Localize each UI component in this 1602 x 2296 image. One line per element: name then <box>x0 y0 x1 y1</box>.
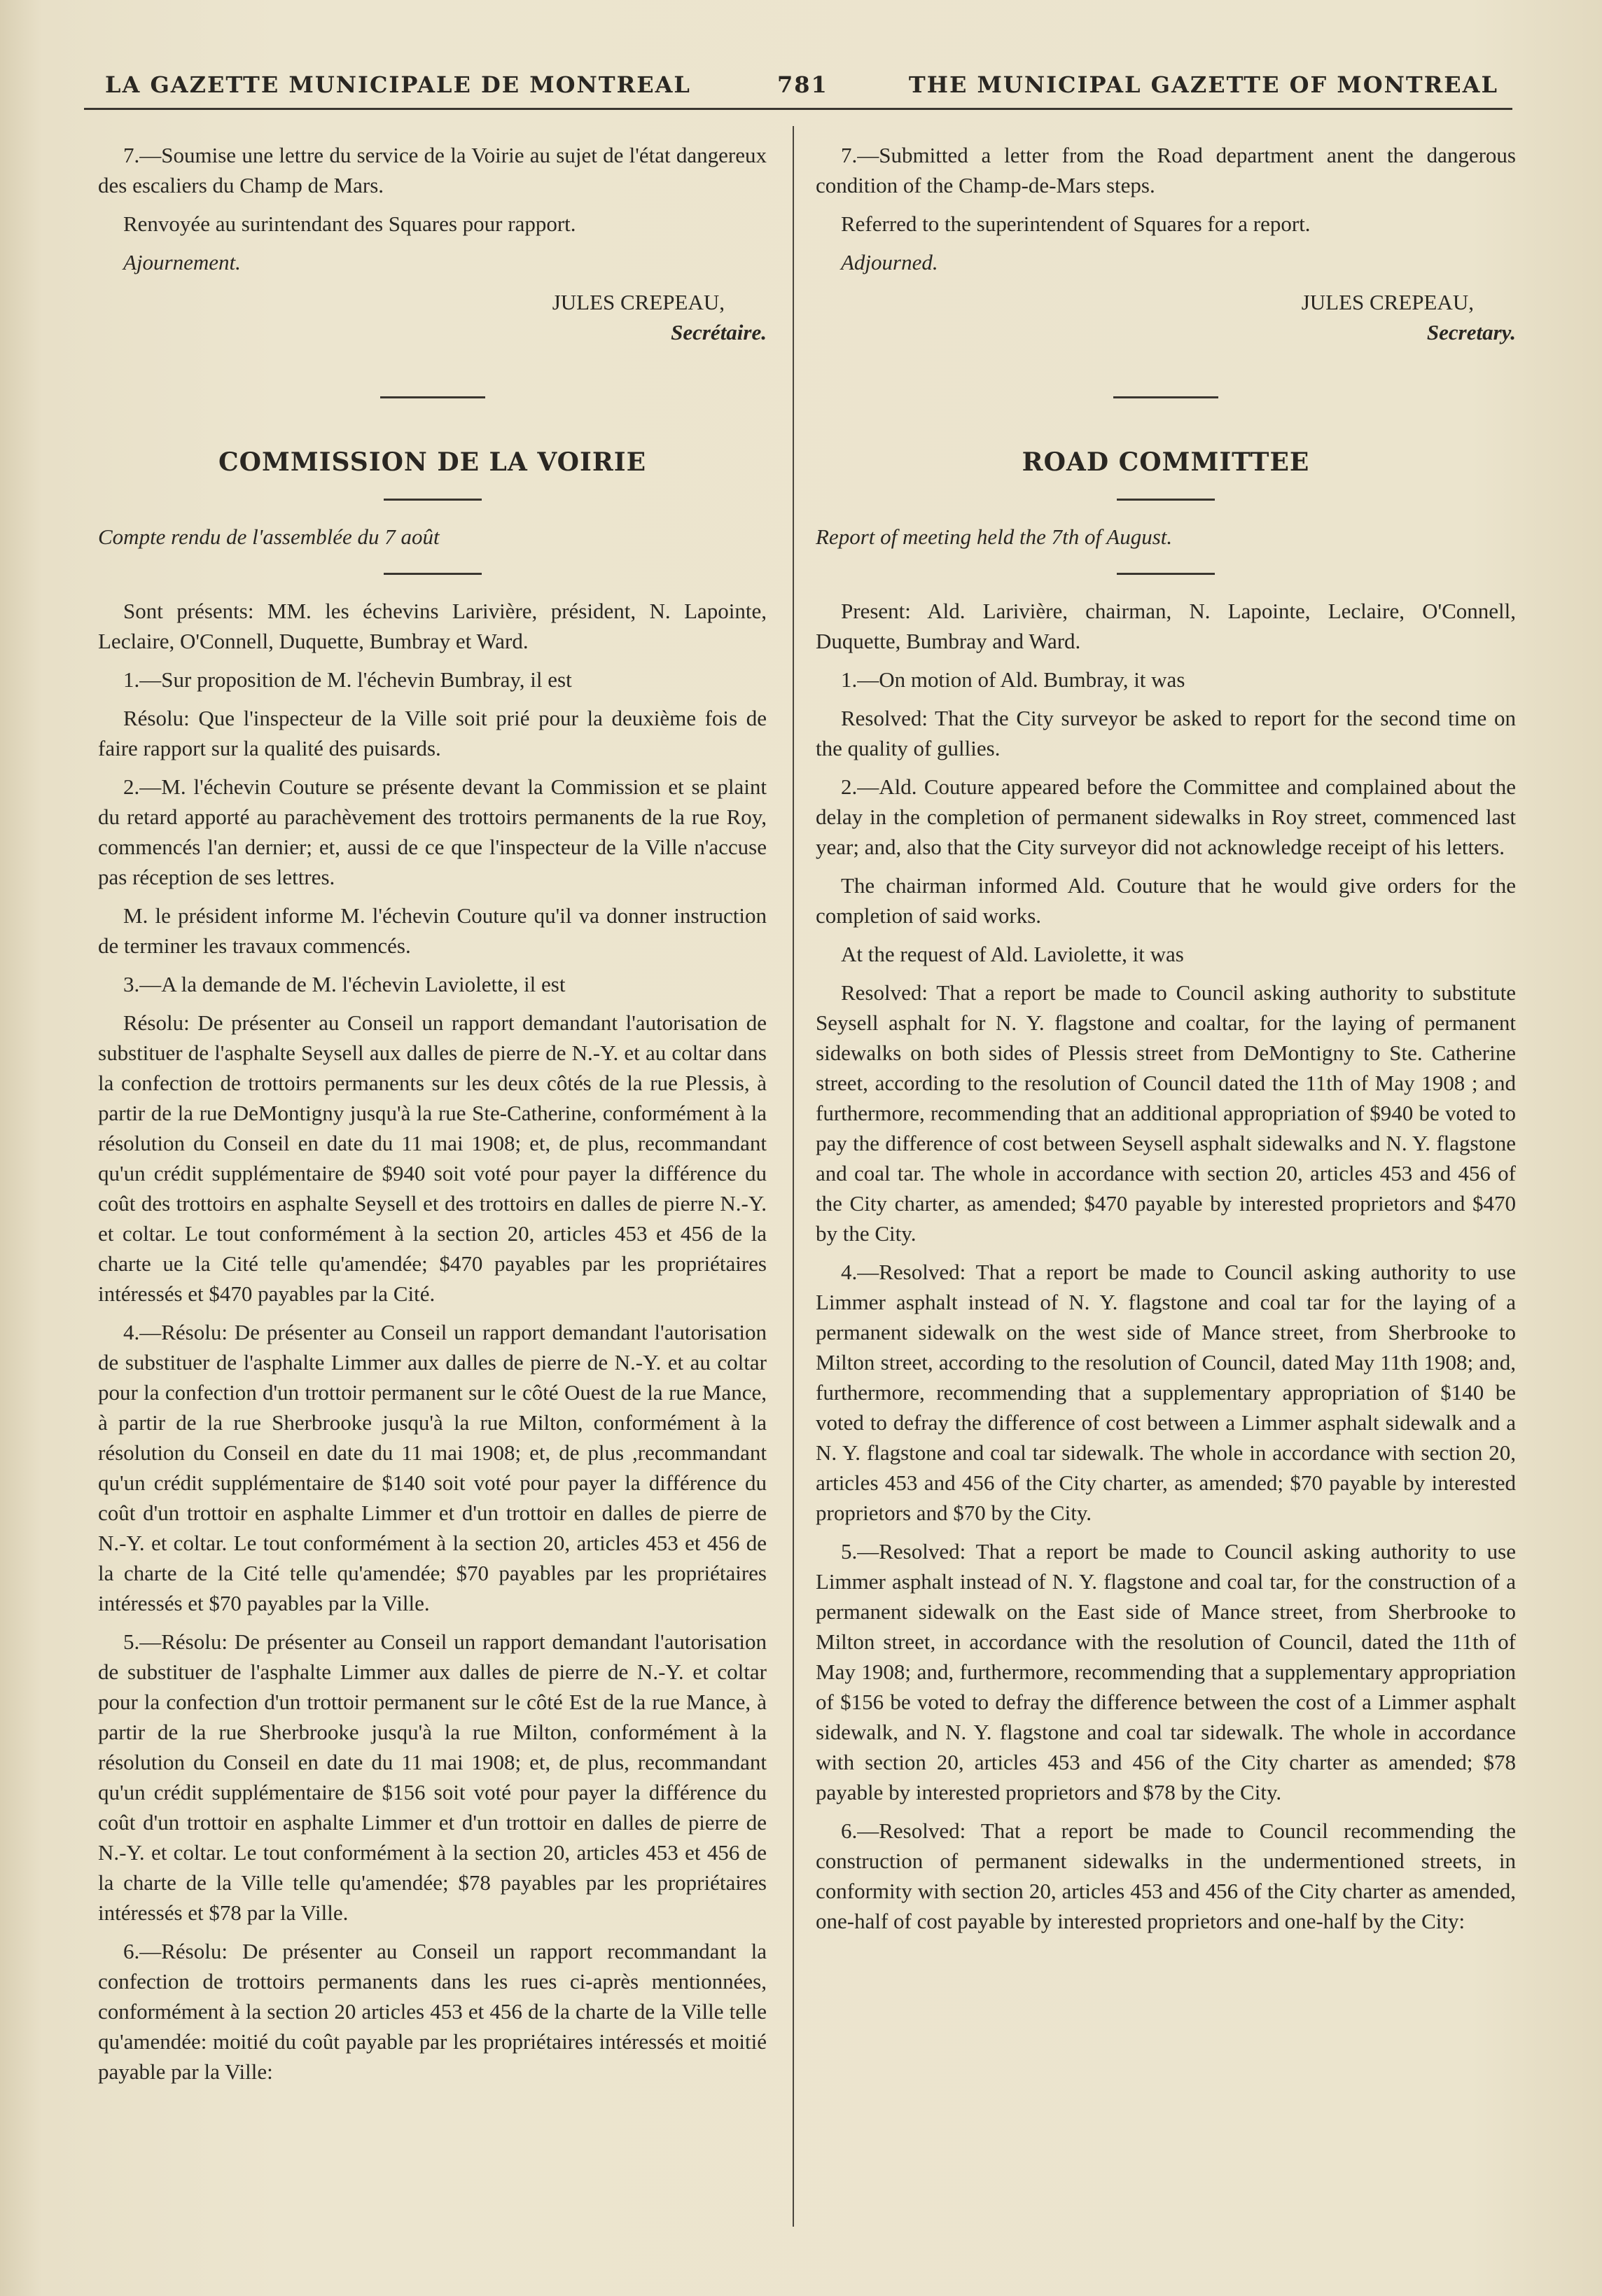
fr-item2: 2.—M. l'échevin Couture se présente devant la Commission et se plaint du retard apporté au parachèvement des trottoirs permanents de la rue Roy, commencés l'an dernier; et, aussi de ce que l'inspecteur de la Ville n'accuse pas réception de ses lettres. <box>98 774 767 889</box>
fr-title-rule <box>384 499 482 501</box>
en-meeting-subtitle: Report of meeting held the 7th of August. <box>816 524 1173 549</box>
en-item2: 2.—Ald. Couture appeared before the Committee and complained about the delay in the completion of permanent sidewalks in Roy street, commenced last year; and, also that the City surveyor did not acknowledge receipt of his letters. <box>816 774 1516 859</box>
fr-section-title: COMMISSION DE LA VOIRIE <box>218 447 647 477</box>
en-separator-rule <box>1113 396 1218 398</box>
en-item4: 4.—Resolved: That a report be made to Council asking authority to use Limmer asphalt instead of N. Y. flagstone and coal tar for the laying of a permanent sidewalk on the west side of Mance street, from Sherbrooke to Milton street, according to the resolution of Council, dated May 11th 1908; and, furthermore, recommending that a supplementary appropriation of $140 be voted to defray the difference of cost between a Limmer asphalt sidewalk and a N. Y. flagstone and coal tar sidewalk. The whole in accordance with section 20, articles 453 and 456 of the City charter, as amended; $70 payable by interested proprietors and $70 by the City. <box>816 1260 1516 1525</box>
header-english-title: THE MUNICIPAL GAZETTE OF MONTREAL <box>908 71 1498 98</box>
en-item2-chair: The chairman informed Ald. Couture that he would give orders for the completion of said works. <box>816 873 1516 928</box>
en-item7-adjourned: Adjourned. <box>841 250 938 274</box>
en-signature <box>816 287 1516 347</box>
fr-separator-rule <box>380 396 485 398</box>
en-item5: 5.—Resolved: That a report be made to Council asking authority to use Limmer asphalt instead of N. Y. flagstone and coal tar, for the construction of a permanent sidewalk on the East side of Mance street, from Sherbrooke to Milton street, in accordance with the resolution of Council, dated the 11th of May 1908; and, furthermore, recommending that a supplementary appropriation of $156 be voted to defray the difference between the cost of a Limmer asphalt sidewalk, and N. Y. flagstone and coal tar sidewalk. The whole in accordance with section 20, articles 453 and 456 of the City charter as amended; $78 payable by interested proprietors and $78 by the City. <box>816 1539 1516 1804</box>
en-section-title: ROAD COMMITTEE <box>1022 447 1310 477</box>
fr-item7-text: 7.—Soumise une lettre du service de la Voirie au sujet de l'état dangereux des escaliers du Champ de Mars. <box>98 143 767 197</box>
en-attendance: Present: Ald. Larivière, chairman, N. Lapointe, Leclaire, O'Connell, Duquette, Bumbray and Ward. <box>816 599 1516 653</box>
fr-item3-resolved: Résolu: De présenter au Conseil un rapport demandant l'autorisation de substituer de l'asphalte Seysell aux dalles de pierre de N.-Y. et au coltar dans la confection de trottoirs permanents sur les deux côtés de la rue Plessis, à partir de la rue DeMontigny jusqu'à la rue Ste-Catherine, conformément à la résolution du Conseil en date du 11 mai 1908; et, de plus, recommandant qu'un crédit supplémentaire de $940 soit voté pour payer la différence du coût des trottoirs en asphalte Seysell et des trottoirs en dalles de pierre N.-Y. et coltar. Le tout conformément à la section 20, articles 453 et 456 de la charte ue la Cité telle qu'amendée; $470 payables par les propriétaires intéressés et $470 payables par la Cité. <box>98 1010 767 1306</box>
header-rule <box>84 108 1512 110</box>
fr-item1-resolved: Résolu: Que l'inspecteur de la Ville soit prié pour la deuxième fois de faire rapport sur la qualité des puisards. <box>98 706 767 760</box>
page-number: 781 <box>777 71 828 98</box>
en-item3-request: At the request of Ald. Laviolette, it was <box>841 942 1184 966</box>
fr-item5: 5.—Résolu: De présenter au Conseil un rapport demandant l'autorisation de substituer de l'asphalte Limmer aux dalles de pierre de N.-Y. et coltar pour la confection d'un trottoir permanent sur le côté Est de la rue Mance, à partir de la rue Sherbrooke jusqu'à la rue Milton, conformément à la résolution du Conseil en date du 11 mai 1908; et, de plus, recommandant qu'un crédit supplémentaire de $156 soit voté pour payer la différence du coût d'un trottoir en asphalte Limmer et d'un trottoir en dalles de pierre de N.-Y. et coltar. Le tout conformément à la section 20, articles 453 et 456 de la charte de la Ville telle qu'amendée; $78 payables par les propriétaires intéressés et $78 par la Ville. <box>98 1629 767 1925</box>
en-signature-title: Secretary. <box>1426 320 1516 345</box>
en-item1-resolved: Resolved: That the City surveyor be asked to report for the second time on the quality of gullies. <box>816 706 1516 760</box>
en-item7-referred: Referred to the superintendent of Squares for a report. <box>841 211 1311 236</box>
fr-item6: 6.—Résolu: De présenter au Conseil un rapport recommandant la confection de trottoirs permanents dans les rues ci-après mentionnées, conformément à la section 20 articles 453 et 456 de la charte de la Ville telle qu'amendée: moitié du coût payable par les propriétaires intéressés et moitié payable par la Ville: <box>98 1939 767 2084</box>
fr-item3-request: 3.—A la demande de M. l'échevin Laviolette, il est <box>123 972 566 996</box>
fr-signature <box>98 287 767 347</box>
en-title-rule <box>1117 499 1215 501</box>
fr-item2-chair: M. le président informe M. l'échevin Couture qu'il va donner instruction de terminer les travaux commencés. <box>98 903 767 958</box>
en-item1-motion: 1.—On motion of Ald. Bumbray, it was <box>841 667 1185 692</box>
fr-meeting-subtitle: Compte rendu de l'assemblée du 7 août <box>98 524 440 549</box>
french-column <box>98 140 767 2095</box>
fr-attendance: Sont présents: MM. les échevins Larivière, président, N. Lapointe, Leclaire, O'Connell, Duquette, Bumbray et Ward. <box>98 599 767 653</box>
en-item3-resolved: Resolved: That a report be made to Council asking authority to substitute Seysell asphalt for N. Y. flagstone and coaltar, for the laying of permanent sidewalks on both sides of Plessis street from DeMontigny to Ste. Catherine street, according to the resolution of Council dated the 11th of May 1908 ; and furthermore, recommending that an additional appropriation of $940 be voted to pay the difference of cost between Seysell asphalt sidewalks and N. Y. flagstone and coal tar. The whole in accordance with section 20, articles 453 and 456 of the City charter, as amended; $470 payable by interested proprietors and $470 by the City. <box>816 980 1516 1246</box>
en-item6: 6.—Resolved: That a report be made to Council recommending the construction of permanent sidewalks in the undermentioned streets, in conformity with section 20, articles 453 and 456 of the City charter as amended, one-half of cost payable by interested proprietors and one-half by the City: <box>816 1818 1516 1933</box>
english-column <box>816 140 1516 1944</box>
en-subtitle-rule <box>1117 573 1215 575</box>
fr-subtitle-rule <box>384 573 482 575</box>
fr-item7-referred: Renvoyée au surintendant des Squares pour rapport. <box>123 211 576 236</box>
fr-item1-motion: 1.—Sur proposition de M. l'échevin Bumbray, il est <box>123 667 572 692</box>
en-item7-text: 7.—Submitted a letter from the Road department anent the dangerous condition of the Champ-de-Mars steps. <box>816 143 1516 197</box>
fr-item4: 4.—Résolu: De présenter au Conseil un rapport demandant l'autorisation de substituer de l'asphalte Limmer aux dalles de pierre de N.-Y. et au coltar pour la confection d'un trottoir permanent sur le côté Ouest de la rue Mance, à partir de la rue Sherbrooke jusqu'à la rue Milton, conformément à la résolution du Conseil en date du 11 mai 1908; et, de plus ,recommandant qu'un crédit supplémentaire de $140 soit voté pour payer la différence du coût d'un trottoir en asphalte Limmer et d'un trottoir en dalles de pierre de N.-Y. et coltar. Le tout conformément à la section 20, articles 453 et 456 de la charte de la Cité telle qu'amendée; $70 payables par les propriétaires intéressés et $70 payables par la Ville. <box>98 1320 767 1615</box>
column-divider <box>793 126 794 2227</box>
page-header <box>84 67 1512 109</box>
en-signature-name: JULES CREPEAU, <box>1301 290 1474 314</box>
fr-item7-adjourned: Ajournement. <box>123 250 241 274</box>
header-french-title: LA GAZETTE MUNICIPALE DE MONTREAL <box>105 71 691 98</box>
fr-signature-title: Secrétaire. <box>671 320 767 345</box>
fr-signature-name: JULES CREPEAU, <box>552 290 725 314</box>
